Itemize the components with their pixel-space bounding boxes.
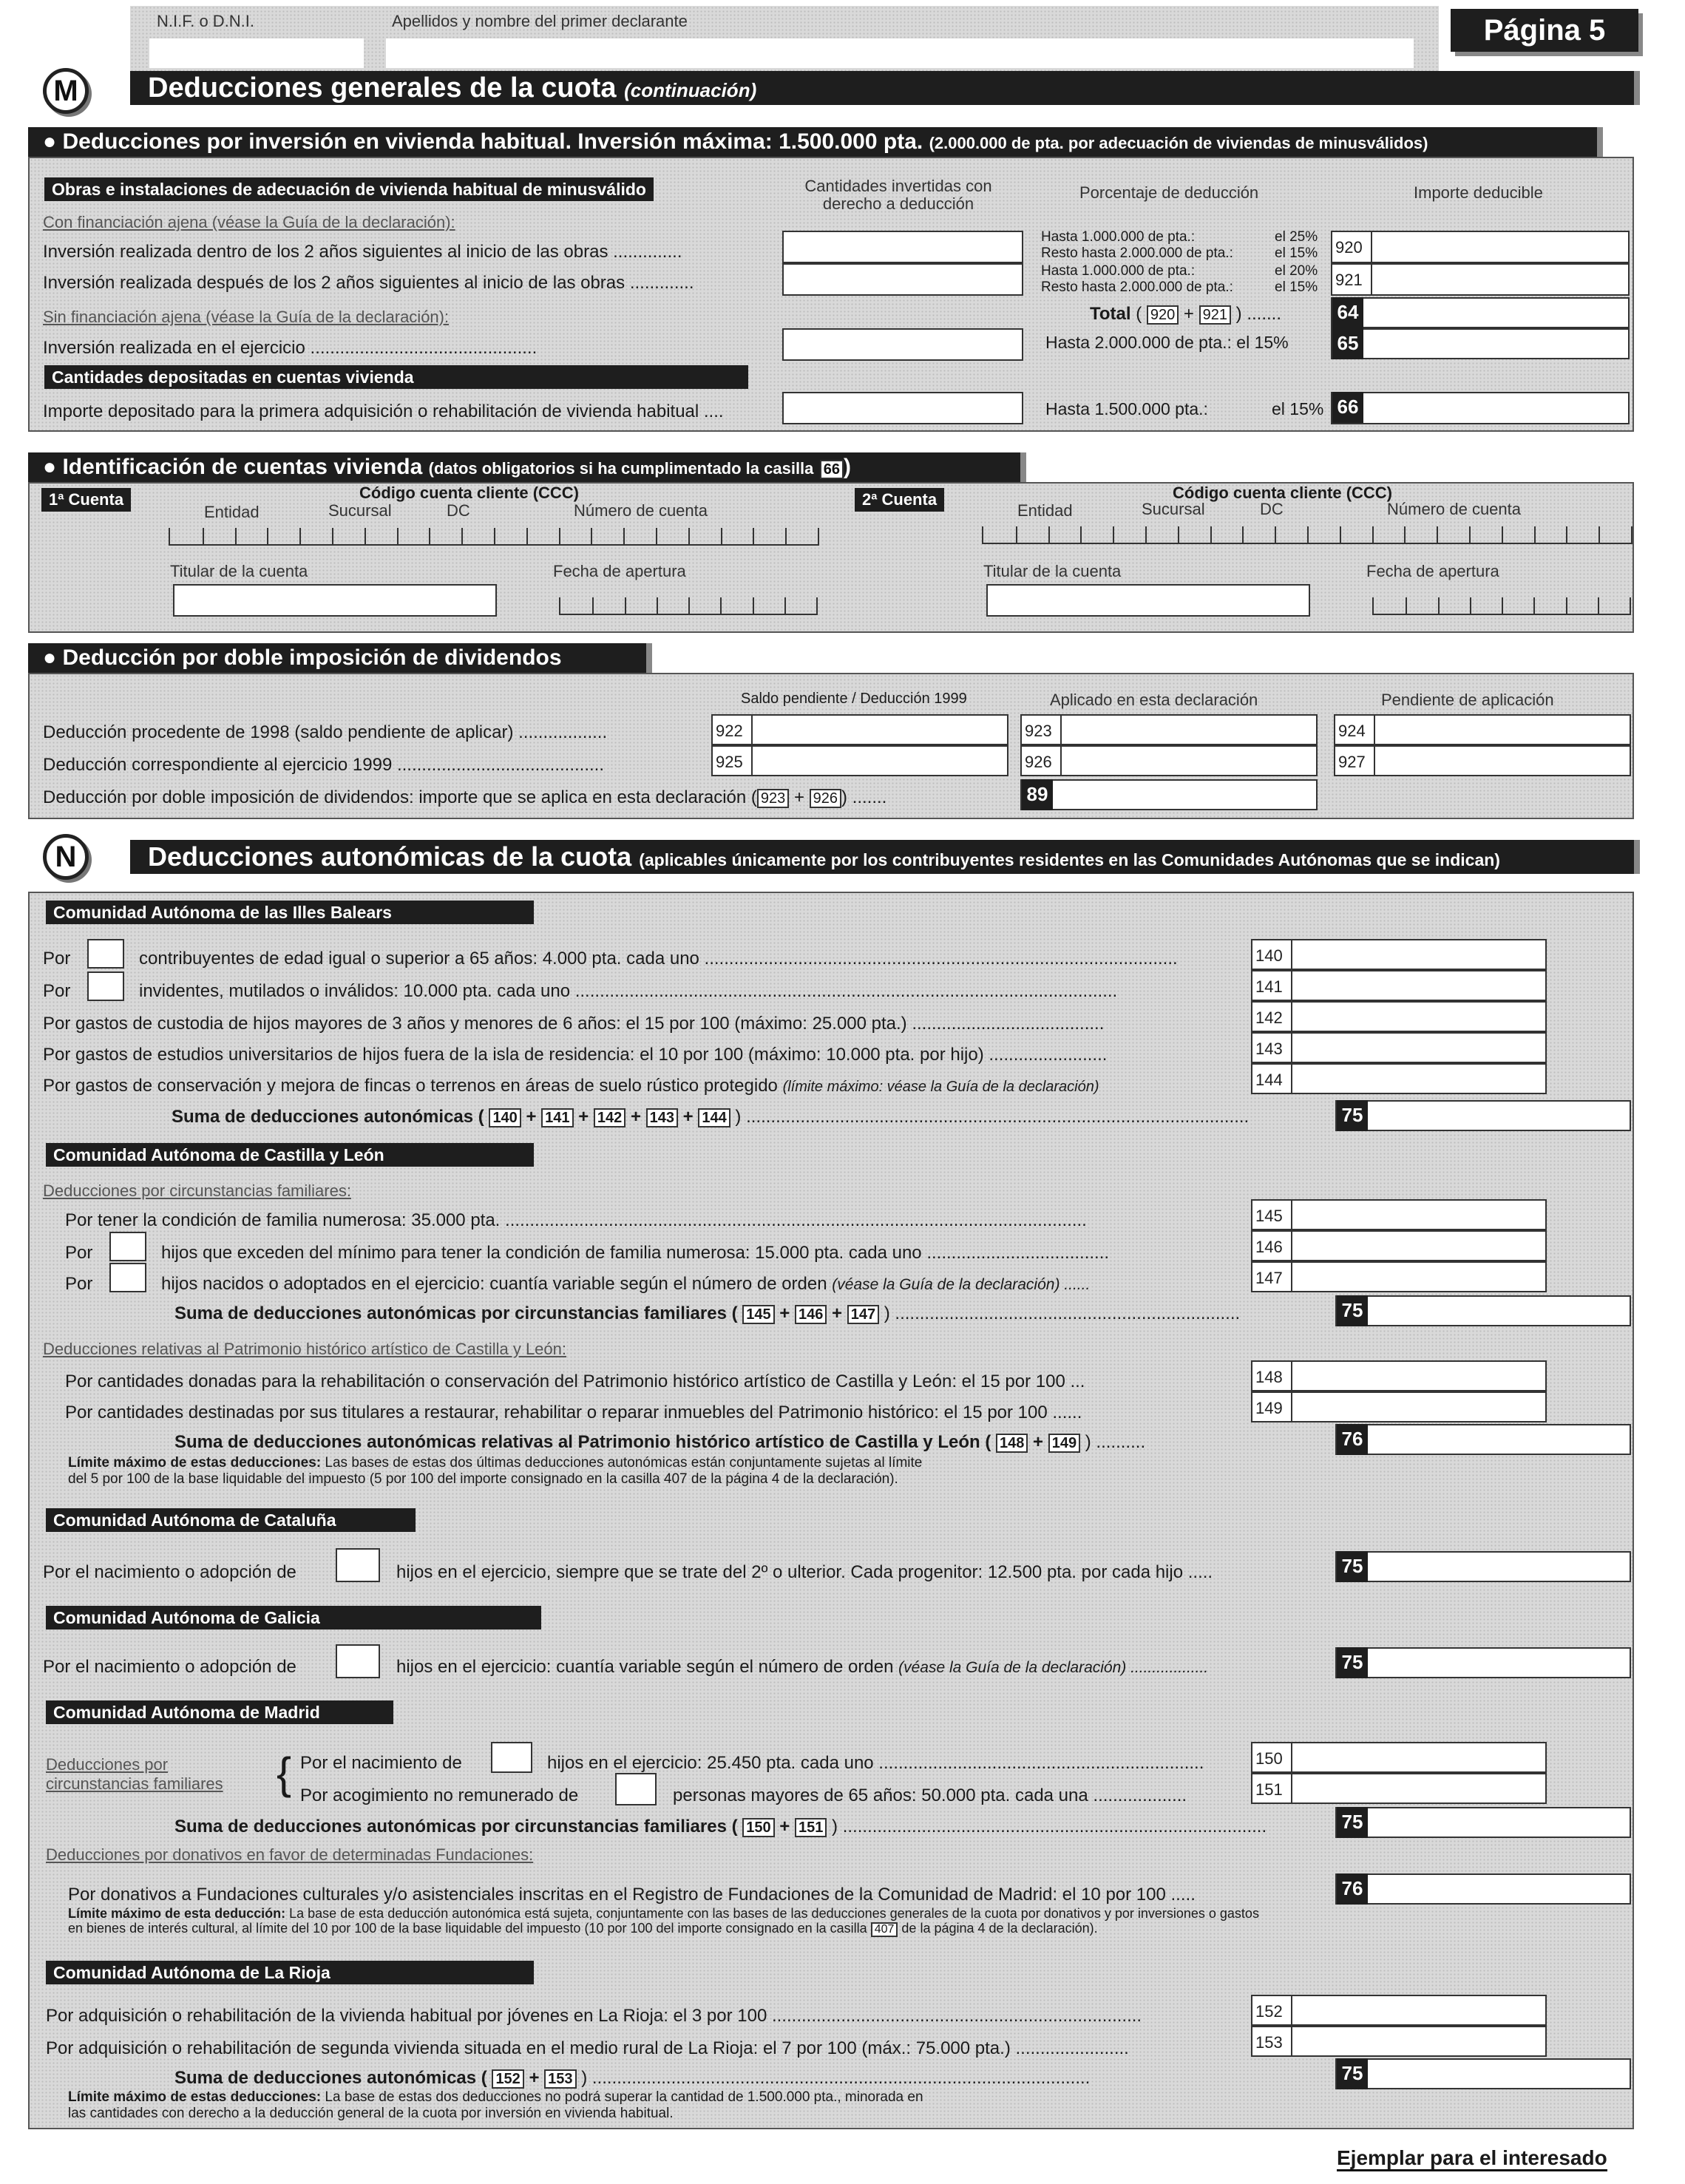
digit-tick: [526, 528, 528, 544]
digit-tick: [1372, 526, 1374, 543]
viv-row4-rate: el 15%: [1272, 399, 1324, 418]
fecha1-input[interactable]: [559, 597, 818, 615]
cat-count-input[interactable]: [336, 1548, 380, 1582]
div-title-bar: ● Deducción por doble imposición de dividendos: [28, 643, 652, 673]
fecha2: Fecha de apertura: [1366, 562, 1499, 580]
cyl-row1-label: Por tener la condición de familia numerosa: 35.000 pta. ......................................................................................................................: [65, 1210, 1087, 1230]
div-h2: Aplicado en esta declaración: [1050, 691, 1258, 709]
mad-field-76[interactable]: 76: [1335, 1873, 1631, 1905]
ccc2-input[interactable]: [982, 526, 1633, 544]
nif-label: N.I.F. o D.N.I.: [157, 12, 255, 30]
digit-tick: [494, 528, 495, 544]
field-926[interactable]: 926: [1020, 745, 1318, 776]
viv-row1-rate: el 25% el 15%: [1275, 229, 1318, 261]
fecha2-input[interactable]: [1372, 597, 1631, 615]
viv-row2-label: Inversión realizada después de los 2 años siguientes al inicio de las obras .............: [43, 273, 694, 293]
digit-tick: [1275, 526, 1276, 543]
digit-tick: [397, 528, 399, 544]
entidad2: Entidad: [1017, 501, 1073, 520]
viv-row3-input[interactable]: [782, 328, 1023, 361]
rioja-header: Comunidad Autónoma de La Rioja: [46, 1961, 534, 1984]
cyl-row5-label: Por cantidades destinadas por sus titulares a restaurar, rehabilitar o reparar inmuebles del Patrimonio histórico: el 15 por 100 ......: [65, 1403, 1082, 1422]
ccc2-label: Código cuenta cliente (CCC): [1173, 484, 1393, 502]
mad-row1-b: hijos en el ejercicio: 25.450 pta. cada uno ..................................................................: [547, 1753, 1204, 1773]
con-financiacion: Con financiación ajena (véase la Guía de la declaración):: [43, 213, 455, 231]
digit-tick: [1469, 526, 1471, 543]
bal-row4-label: Por gastos de estudios universitarios de hijos fuera de la isla de residencia: el 10 por 100 (máximo: 10.000 pta. por hijo) ........................: [43, 1045, 1108, 1065]
bal-row1-label: contribuyentes de edad igual o superior a 65 años: 4.000 pta. cada uno ................................................................................................: [139, 949, 1178, 969]
gal-row1-b: hijos en el ejercicio: cuantía variable según el número de orden (véase la Guía de la declaración) ..................: [396, 1657, 1209, 1677]
digit-tick: [1598, 526, 1600, 543]
mad-limite: Límite máximo de esta deducción: La base de esta deducción autonómica está sujeta, conjuntamente con las bases de las deducciones generales de la cuota por donativos y por inversiones o gastos en bienes de interés cultural, al límite del 10 por 100 de la base liquidable del impuesto (10 por 100 del importe consignado en la casilla 407 de la página 4 de la declaración).: [68, 1906, 1259, 1936]
castilla-header: Comunidad Autónoma de Castilla y León: [46, 1143, 534, 1167]
digit-tick: [688, 528, 690, 544]
digit-tick: [1598, 597, 1599, 614]
section-n-title: Deducciones autonómicas de la cuota (aplicables únicamente por los contribuyentes residentes en las Comunidades Autónomas que se indican): [130, 840, 1640, 874]
digit-tick: [753, 597, 754, 614]
cyl-count3-input[interactable]: [109, 1263, 146, 1292]
madrid-header: Comunidad Autónoma de Madrid: [46, 1700, 393, 1724]
entidad1: Entidad: [204, 503, 260, 521]
viv-row4-pct: Hasta 1.500.000 pta.:: [1045, 399, 1208, 418]
titular1: Titular de la cuenta: [170, 562, 308, 580]
digit-tick: [785, 528, 787, 544]
div-h1: Saldo pendiente / Deducción 1999: [741, 691, 967, 707]
cuentas-header: Cantidades depositadas en cuentas vivienda: [44, 365, 748, 389]
viv-row1-pct: Hasta 1.000.000 de pta.: Resto hasta 2.000.000 de pta.:: [1041, 229, 1233, 261]
apellidos-input[interactable]: [386, 38, 1414, 68]
section-m-title: Deducciones generales de la cuota (continuación): [130, 71, 1640, 105]
vivienda-title-bar: ● Deducciones por inversión en vivienda habitual. Inversión máxima: 1.500.000 pta. (2.000.000 de pta. por adecuación de viviendas de minusválidos): [28, 127, 1603, 157]
col-importe: Importe deducible: [1414, 183, 1543, 202]
numero2: Número de cuenta: [1387, 500, 1521, 518]
dc2: DC: [1260, 500, 1284, 518]
titular2: Titular de la cuenta: [983, 562, 1122, 580]
rio-suma: Suma de deducciones autonómicas ( 152 + 153 ) .....................................................................................................: [174, 2068, 1091, 2088]
mad-brace: {: [277, 1749, 292, 1798]
digit-tick: [657, 597, 658, 614]
field-143[interactable]: 143: [1251, 1032, 1547, 1063]
cyl-por2: Por: [65, 1243, 93, 1263]
digit-tick: [784, 597, 786, 614]
digit-tick: [1438, 597, 1440, 614]
digit-tick: [559, 528, 560, 544]
digit-tick: [1113, 526, 1114, 543]
field-140[interactable]: 140: [1251, 939, 1547, 970]
viv-row2-rate: el 20% el 15%: [1275, 263, 1318, 295]
cyl-count2-input[interactable]: [109, 1232, 146, 1261]
div-row3-label: Deducción por doble imposición de dividendos: importe que se aplica en esta declaración ( 923 + 926 ) .......: [43, 787, 887, 807]
cyl-row3-label: hijos nacidos o adoptados en el ejercicio: cuantía variable según el número de orden (véase la Guía de la declaración) ......: [161, 1274, 1091, 1294]
mad-row2-b: personas mayores de 65 años: 50.000 pta. cada una ...................: [673, 1785, 1187, 1805]
viv-row2-pct: Hasta 1.000.000 de pta.: Resto hasta 2.000.000 de pta.:: [1041, 263, 1233, 295]
digit-tick: [365, 528, 366, 544]
digit-tick: [1048, 526, 1050, 543]
digit-tick: [623, 528, 625, 544]
mad-field-75[interactable]: 75: [1335, 1807, 1631, 1838]
numero1: Número de cuenta: [574, 501, 708, 520]
bal-por2: Por: [43, 981, 71, 1001]
sucursal1: Sucursal: [328, 501, 392, 520]
digit-tick: [1016, 526, 1017, 543]
mad-count1-input[interactable]: [491, 1742, 532, 1773]
viv-row3-label: Inversión realizada en el ejercicio ..............................................: [43, 338, 538, 358]
bal-row3-label: Por gastos de custodia de hijos mayores de 3 años y menores de 6 años: el 15 por 100 (máximo: 25.000 pta.) .......................................: [43, 1014, 1105, 1034]
div-row1-label: Deducción procedente de 1998 (saldo pendiente de aplicar) ..................: [43, 722, 608, 742]
digit-tick: [1502, 597, 1503, 614]
titular2-input[interactable]: [986, 584, 1310, 617]
viv-row3-pct: Hasta 2.000.000 de pta.: el 15%: [1045, 333, 1289, 352]
cat-row1-b: hijos en el ejercicio, siempre que se trate del 2º o ulterior. Cada progenitor: 12.500 pta. por cada hijo .....: [396, 1562, 1213, 1582]
field-146[interactable]: 146: [1251, 1230, 1547, 1261]
digit-tick: [753, 528, 754, 544]
viv-row1-label: Inversión realizada dentro de los 2 años siguientes al inicio de las obras ..............: [43, 242, 682, 262]
cyl-field-75[interactable]: 75: [1335, 1295, 1631, 1326]
digit-tick: [1178, 526, 1179, 543]
cuenta2-label: 2ª Cuenta: [855, 488, 944, 512]
cyl-suma1: Suma de deducciones autonómicas por circunstancias familiares ( 145 + 146 + 147 ) ......................................................................: [174, 1303, 1241, 1323]
digit-tick: [299, 528, 301, 544]
field-65[interactable]: 65: [1331, 328, 1630, 359]
field-920[interactable]: 920: [1331, 231, 1630, 263]
digit-tick: [591, 528, 592, 544]
field-89[interactable]: 89: [1020, 779, 1318, 810]
digit-tick: [1080, 526, 1082, 543]
cyl-pat: Deducciones relativas al Patrimonio histórico artístico de Castilla y León:: [43, 1340, 566, 1358]
field-64[interactable]: 64: [1331, 297, 1630, 328]
mad-fam: Deducciones por circunstancias familiares: [46, 1755, 223, 1793]
div-row2-label: Deducción correspondiente al ejercicio 1999 ..........................................: [43, 755, 605, 775]
section-m-badge: M: [43, 68, 89, 114]
digit-tick: [461, 528, 463, 544]
dc1: DC: [447, 501, 470, 520]
gal-row1-a: Por el nacimiento o adopción de: [43, 1657, 296, 1677]
bal-row5-label: Por gastos de conservación y mejora de fincas o terrenos en áreas de suelo rústico protegido (límite máximo: véase la Guía de la declaración): [43, 1076, 1099, 1096]
digit-tick: [720, 597, 722, 614]
cyl-limite: Límite máximo de estas deducciones: Las bases de estas dos últimas deducciones autonómicas están conjuntamente sujetas al límite del 5 por 100 de la base liquidable del impuesto (5 por 100 del importe consignado en la casilla 407 de la página 4 de la declaración).: [68, 1455, 923, 1487]
ccc1-label: Código cuenta cliente (CCC): [359, 484, 580, 502]
cataluna-header: Comunidad Autónoma de Cataluña: [46, 1508, 416, 1532]
digit-tick: [1404, 526, 1406, 543]
rio-row1-label: Por adquisición o rehabilitación de la vivienda habitual por jóvenes en La Rioja: el 3 por 100 ...........................................................................: [46, 2006, 1142, 2026]
field-141[interactable]: 141: [1251, 970, 1547, 1001]
field-924[interactable]: 924: [1334, 714, 1631, 745]
field-923[interactable]: 923: [1020, 714, 1318, 745]
digit-tick: [235, 528, 237, 544]
cyl-fam: Deducciones por circunstancias familiares:: [43, 1181, 351, 1200]
ident-title-bar: ● Identificación de cuentas vivienda (datos obligatorios si ha cumplimentado la casilla 66 ): [28, 452, 1026, 482]
page-number: Página 5: [1451, 9, 1638, 52]
rio-row2-label: Por adquisición o rehabilitación de segunda vivienda situada en el medio rural de La Rioja: el 7 por 100 (máx.: 75.000 pta.) .......................: [46, 2038, 1129, 2058]
bal-count1-input[interactable]: [87, 939, 124, 969]
apellidos-label: Apellidos y nombre del primer declarante: [392, 12, 688, 30]
digit-tick: [1534, 526, 1536, 543]
col-porcentaje: Porcentaje de deducción: [1079, 183, 1259, 202]
rio-field-75[interactable]: 75: [1335, 2058, 1631, 2089]
mad-suma: Suma de deducciones autonómicas por circunstancias familiares ( 150 + 151 ) ......................................................................................: [174, 1817, 1267, 1837]
field-927[interactable]: 927: [1334, 745, 1631, 776]
digit-tick: [656, 528, 657, 544]
sucursal2: Sucursal: [1142, 500, 1205, 518]
footer-ejemplar: Ejemplar para el interesado: [1337, 2147, 1607, 2171]
bal-suma: Suma de deducciones autonómicas ( 140 + 141 + 142 + 143 + 144 ) ......................................................................................................: [172, 1107, 1250, 1127]
section-n-badge: N: [43, 834, 89, 880]
field-151[interactable]: 151: [1251, 1773, 1547, 1804]
field-144[interactable]: 144: [1251, 1063, 1547, 1094]
field-922[interactable]: 922: [711, 714, 1008, 745]
bal-field-75[interactable]: 75: [1335, 1100, 1631, 1131]
digit-tick: [1340, 526, 1341, 543]
digit-tick: [1533, 597, 1535, 614]
field-150[interactable]: 150: [1251, 1742, 1547, 1773]
digit-tick: [267, 528, 268, 544]
digit-tick: [1437, 526, 1438, 543]
digit-tick: [1566, 526, 1567, 543]
mad-row1-a: Por el nacimiento de: [300, 1753, 462, 1773]
digit-tick: [625, 597, 626, 614]
digit-tick: [203, 528, 204, 544]
titular1-input[interactable]: [173, 584, 497, 617]
mad-count2-input[interactable]: [615, 1773, 657, 1805]
cyl-row4-label: Por cantidades donadas para la rehabilitación o conservación del Patrimonio histórico artístico de Castilla y León: el 15 por 100 ...: [65, 1371, 1085, 1391]
mad-don: Deducciones por donativos en favor de determinadas Fundaciones:: [46, 1845, 534, 1864]
obras-header: Obras e instalaciones de adecuación de vivienda habitual de minusválido: [44, 177, 654, 201]
sin-financiacion: Sin financiación ajena (véase la Guía de la declaración):: [43, 308, 450, 326]
field-925[interactable]: 925: [711, 745, 1008, 776]
fecha1: Fecha de apertura: [553, 562, 686, 580]
digit-tick: [1470, 597, 1471, 614]
digit-tick: [1210, 526, 1212, 543]
cyl-row2-label: hijos que exceden del mínimo para tener la condición de familia numerosa: 15.000 pta. cada uno .....................................: [161, 1243, 1110, 1263]
col-cantidades: Cantidades invertidas con derecho a deducción: [804, 177, 992, 213]
digit-tick: [721, 528, 722, 544]
viv-row4-label: Importe depositado para la primera adquisición o rehabilitación de vivienda habitual ....: [43, 401, 724, 421]
baleares-header: Comunidad Autónoma de las Illes Balears: [46, 901, 534, 924]
digit-tick: [429, 528, 430, 544]
digit-tick: [1566, 597, 1567, 614]
field-142[interactable]: 142: [1251, 1001, 1547, 1032]
field-153[interactable]: 153: [1251, 2026, 1547, 2057]
mad-row2-a: Por acogimiento no remunerado de: [300, 1785, 579, 1805]
ccc1-input[interactable]: [169, 528, 819, 546]
digit-tick: [1406, 597, 1407, 614]
field-921[interactable]: 921: [1331, 263, 1630, 296]
viv-row4-input[interactable]: [782, 392, 1023, 424]
cuenta1-label: 1ª Cuenta: [41, 488, 131, 512]
bal-count2-input[interactable]: [87, 971, 124, 1001]
digit-tick: [592, 597, 594, 614]
cat-field-75[interactable]: 75: [1335, 1551, 1631, 1582]
rio-limite: Límite máximo de estas deducciones: La base de estas dos deducciones no podrá superar la cantidad de 1.500.000 pta., minorada en las cantidades con derecho a la deducción general de la cuota por inversión en vivienda habitual.: [68, 2089, 923, 2121]
field-152[interactable]: 152: [1251, 1995, 1547, 2026]
digit-tick: [1242, 526, 1244, 543]
total-label: Total ( 920 + 921 ) .......: [1090, 304, 1281, 324]
field-145[interactable]: 145: [1251, 1199, 1547, 1230]
field-147[interactable]: 147: [1251, 1261, 1547, 1292]
bal-por1: Por: [43, 949, 71, 969]
nif-input[interactable]: [149, 38, 364, 68]
cyl-por3: Por: [65, 1274, 93, 1294]
digit-tick: [1307, 526, 1309, 543]
viv-row1-input[interactable]: [782, 231, 1023, 263]
viv-row2-input[interactable]: [782, 263, 1023, 296]
mad-row3-label: Por donativos a Fundaciones culturales y/o asistenciales inscritas en el Registro de Fundaciones de la Comunidad de Madrid: el 10 por 100 .....: [68, 1885, 1196, 1905]
digit-tick: [1502, 526, 1503, 543]
digit-tick: [1145, 526, 1147, 543]
cyl-suma2: Suma de deducciones autonómicas relativas al Patrimonio histórico artístico de Castilla y León ( 148 + 149 ) ..........: [174, 1432, 1146, 1452]
galicia-header: Comunidad Autónoma de Galicia: [46, 1606, 541, 1629]
gal-field-75[interactable]: 75: [1335, 1647, 1631, 1678]
cat-row1-a: Por el nacimiento o adopción de: [43, 1562, 296, 1582]
field-148[interactable]: 148: [1251, 1360, 1547, 1391]
gal-count-input[interactable]: [336, 1644, 380, 1678]
digit-tick: [688, 597, 690, 614]
cyl-field-76[interactable]: 76: [1335, 1424, 1631, 1455]
field-66[interactable]: 66: [1331, 392, 1630, 424]
bal-row2-label: invidentes, mutilados o inválidos: 10.000 pta. cada uno ..............................................................................................................: [139, 981, 1118, 1001]
digit-tick: [332, 528, 333, 544]
div-h3: Pendiente de aplicación: [1381, 691, 1554, 709]
field-149[interactable]: 149: [1251, 1391, 1547, 1422]
